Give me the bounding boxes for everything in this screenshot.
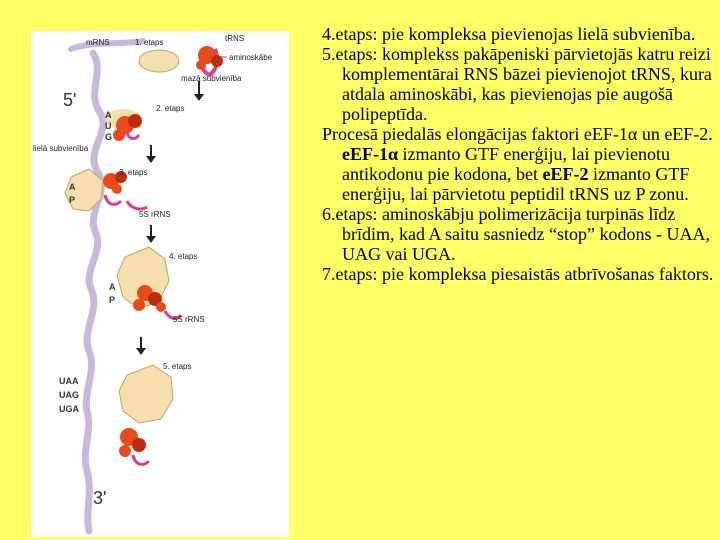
small-subunit-label: mazā subvienība xyxy=(181,74,242,83)
codon-top-3: G xyxy=(105,132,113,142)
paragraph-elongation-factors xyxy=(322,124,714,204)
codon-top-2: U xyxy=(105,121,112,131)
site-a-1: A xyxy=(69,182,76,192)
amino-acid-label: aminoskābe xyxy=(229,53,273,62)
step2-label: 2. etaps xyxy=(156,104,185,113)
rrna-5s-label-2: 5S rRNS xyxy=(173,315,205,324)
translation-diagram xyxy=(31,31,289,537)
elongation-text-c: izmanto GTF enerģiju, lai pārvietotu peptidil tRNS uz P zonu. xyxy=(342,164,690,204)
elongation-text-b: izmanto GTF enerģiju, lai pievienotu antikodonu pie kodona, bet xyxy=(342,144,670,184)
step4-label: 4. etaps xyxy=(169,252,198,261)
five-prime-label: 5' xyxy=(63,90,77,110)
trna-label: tRNS xyxy=(225,34,245,43)
paragraph-step5: 5.etaps: komplekss pakāpeniski pārvietojās katru reizi komplementārai RNS bāzei pievienojot tRNS, kura atdala aminoskābi, kas pievienojas pie augošā polipeptīda. xyxy=(322,44,712,124)
step1-label: 1. etaps xyxy=(135,38,164,47)
elongation-text-a: Procesā piedalās elongācijas faktori eEF-1α un eEF-2. xyxy=(322,124,713,144)
large-subunit-5 xyxy=(119,365,173,423)
stop-codon-2: UAG xyxy=(59,390,79,400)
site-p-1: P xyxy=(69,195,76,205)
site-p-2: P xyxy=(109,295,116,305)
step3-label: 3. etaps xyxy=(119,168,148,177)
mrna-strand xyxy=(85,53,103,531)
eef1a-bold: eEF-1α xyxy=(342,144,399,164)
text-column xyxy=(322,24,714,284)
site-a-2: A xyxy=(109,282,116,292)
rrna-5s-label-1: 5S rRNS xyxy=(139,210,171,219)
stop-codon-3: UGA xyxy=(59,404,79,414)
small-subunit-1 xyxy=(139,50,179,72)
mrna-label: mRNS xyxy=(86,38,110,47)
three-prime-label: 3' xyxy=(93,488,107,508)
step5-label: 5. etaps xyxy=(163,362,192,371)
paragraph-step4: 4.etaps: pie kompleksa pievienojas lielā subvienība. xyxy=(322,24,696,44)
large-subunit-label: lielā subvienība xyxy=(33,144,89,153)
codon-top-1: A xyxy=(105,110,112,120)
paragraph-step6: 6.etaps: aminoskābju polimerizācija turpinās līdz brīdim, kad A saitu sasniedz “stop” kodons - UAA, UAG vai UGA. xyxy=(322,204,710,264)
eef2-bold: eEF-2 xyxy=(542,164,589,184)
stop-codon-1: UAA xyxy=(59,376,79,386)
paragraph-step7: 7.etaps: pie kompleksa piesaistās atbrīvošanas faktors. xyxy=(322,264,714,284)
